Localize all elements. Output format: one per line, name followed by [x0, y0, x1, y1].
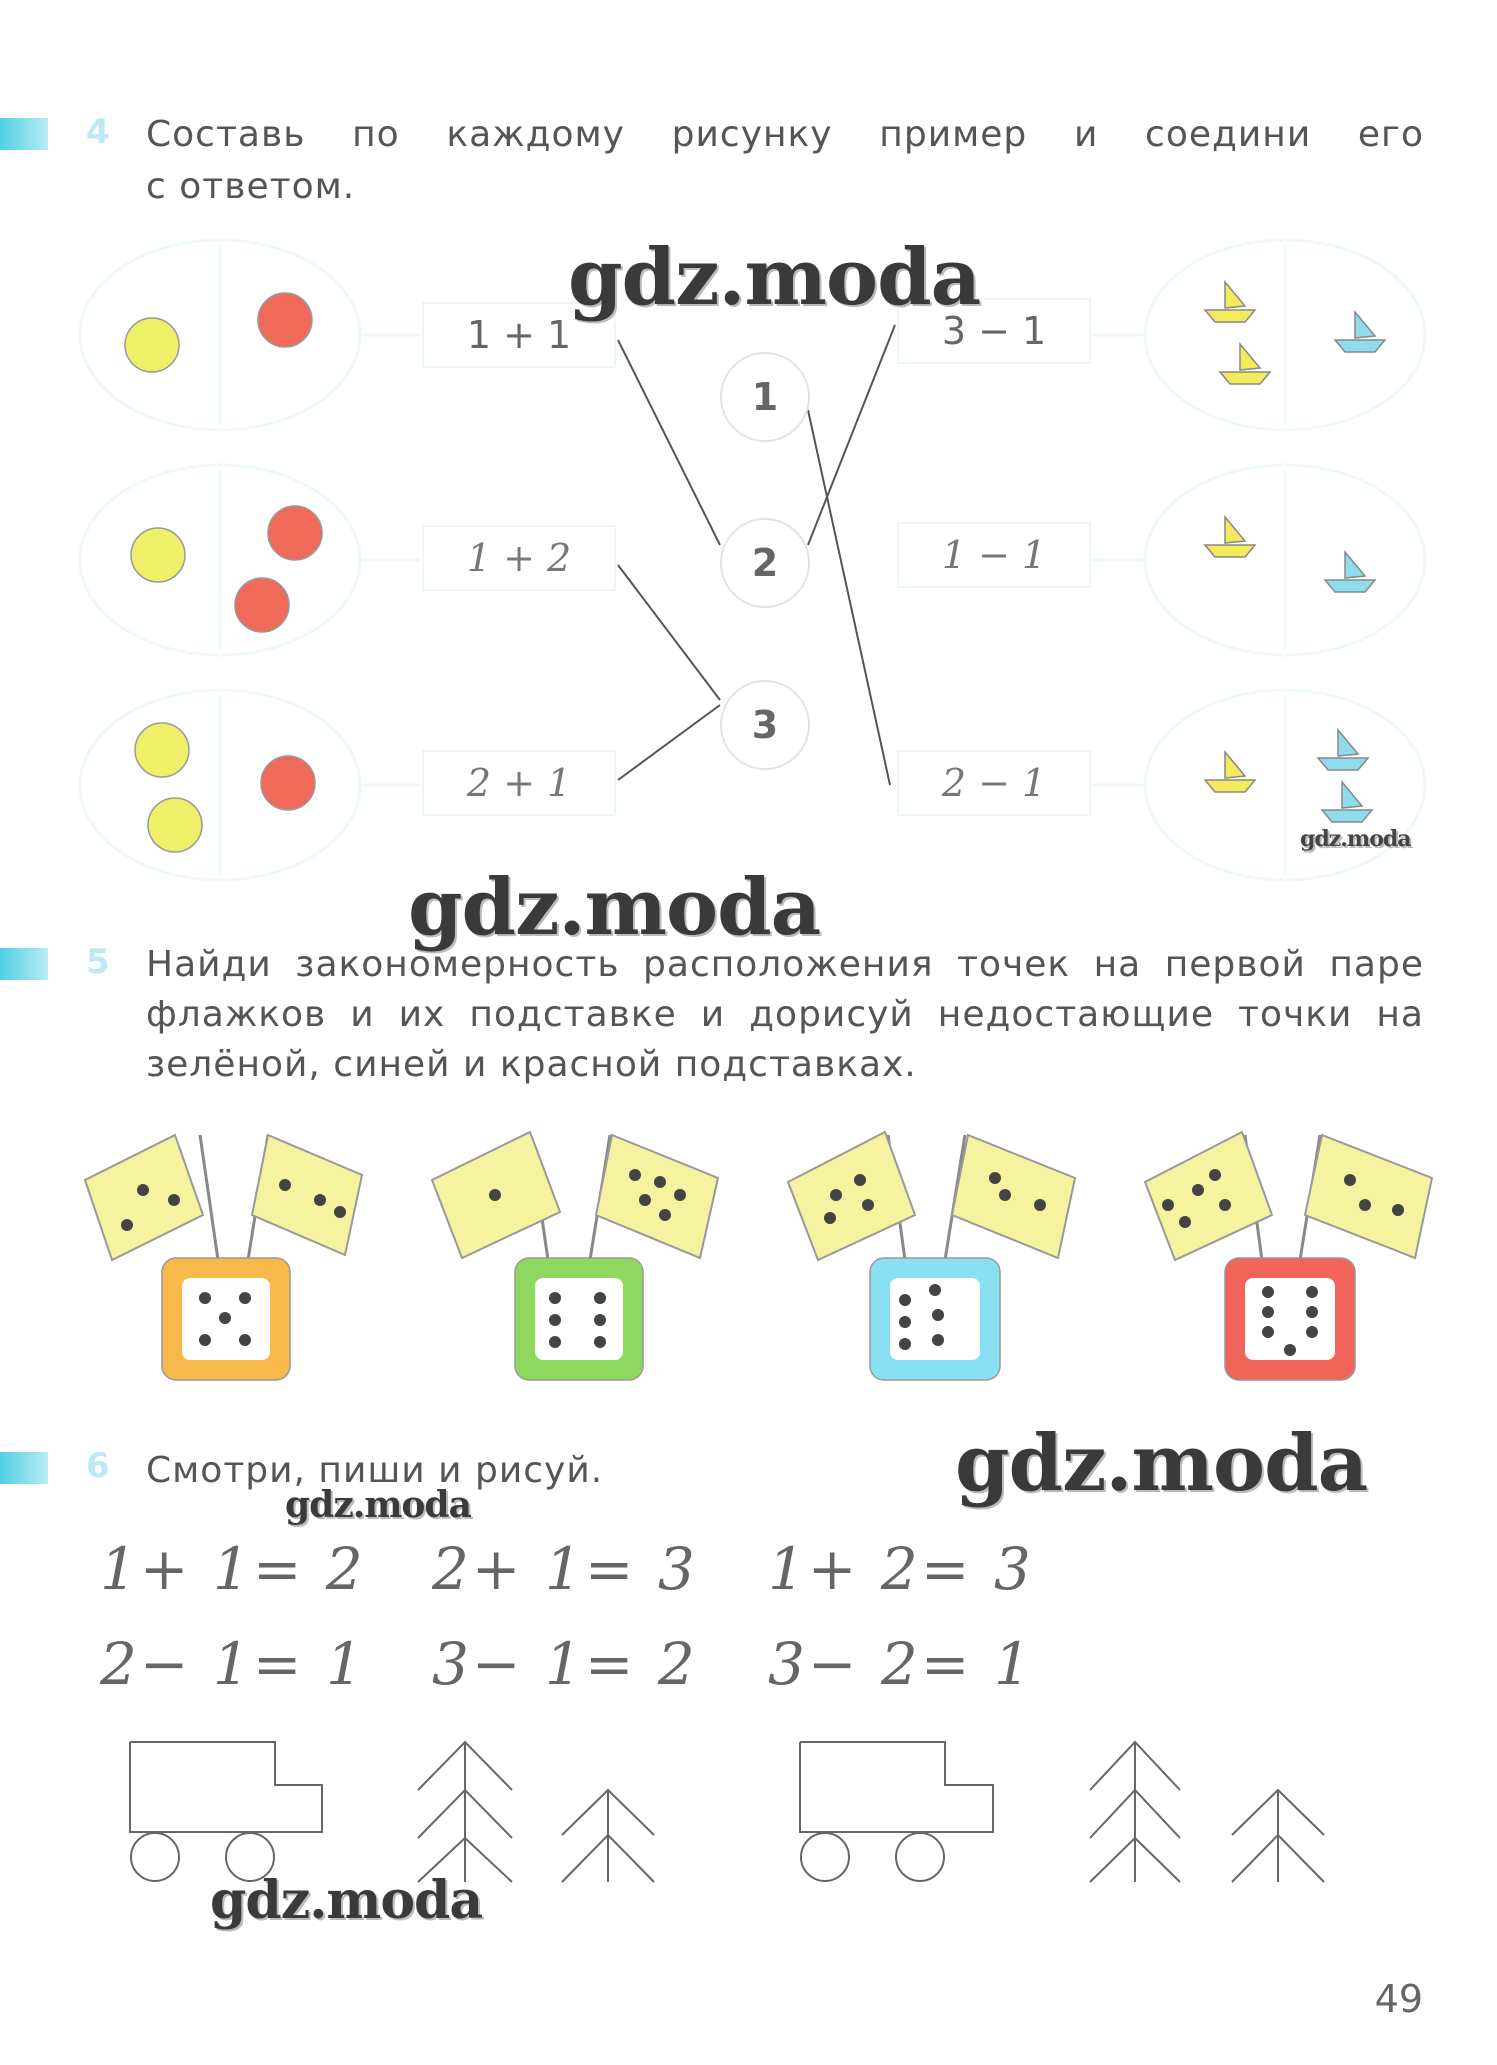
apples-row-2 [131, 506, 322, 632]
flags-figure [0, 1120, 1497, 1400]
boats-row-2 [1205, 517, 1375, 592]
task-4-number: 4 [86, 112, 110, 152]
boats-row-3 [1205, 730, 1372, 822]
equation-1-2: 2+ 1= 3 [432, 1535, 698, 1603]
task-5-number: 5 [86, 942, 110, 982]
apples-row-3 [135, 723, 315, 852]
task-4-marker [0, 118, 48, 150]
answer-circle-2: 2 [720, 518, 810, 608]
equation-1-3: 1+ 2= 3 [768, 1535, 1034, 1603]
task-6-number: 6 [86, 1446, 110, 1486]
equation-2-1: 2− 1= 1 [100, 1630, 366, 1698]
watermark: gdz.moda [568, 232, 981, 323]
expression-box-right-2: 1 − 1 [897, 522, 1091, 588]
truck-drawing [130, 1742, 322, 1881]
task-6-line-1: Смотри, пиши и рисуй. [146, 1450, 604, 1491]
expression-box-right-1: 3 − 1 [897, 298, 1091, 364]
flag-set-red [1145, 1132, 1432, 1380]
task-4-line-1: Составь по каждому рисунку пример и соедини его [146, 114, 1424, 155]
watermark: gdz.moda [210, 1870, 483, 1931]
red-apple [268, 506, 322, 560]
watermark: gdz.moda [408, 862, 821, 953]
answer-circle-1: 1 [720, 352, 810, 442]
page-number: 49 [1374, 1977, 1423, 2021]
green-apple [135, 723, 189, 777]
flag-set-orange [85, 1135, 362, 1380]
flag-right [596, 1135, 718, 1258]
task-5-marker [0, 948, 48, 980]
tree-drawing [1090, 1742, 1180, 1882]
tree-drawing [418, 1742, 512, 1882]
flag-right [952, 1135, 1075, 1258]
flag-set-green [432, 1132, 718, 1380]
red-apple [261, 756, 315, 810]
watermark: gdz.moda [285, 1484, 471, 1526]
answer-circle-3: 3 [720, 680, 810, 770]
red-apple [258, 293, 312, 347]
expression-box-left-2: 1 + 2 [422, 525, 616, 591]
expression-box-left-1: 1 + 1 [422, 302, 616, 368]
task-4-line-2: с ответом. [146, 166, 356, 207]
flag-left [788, 1132, 915, 1260]
task-5-line-1: Найди закономерность расположения точек на первой паре [146, 944, 1424, 985]
watermark: gdz.moda [955, 1418, 1368, 1509]
equation-2-3: 3− 2= 1 [768, 1630, 1034, 1698]
truck-drawing [800, 1742, 993, 1881]
expression-box-left-3: 2 + 1 [422, 750, 616, 816]
task-5-line-2: флажков и их подставке и дорисуй недостающие точки на [146, 994, 1424, 1035]
tree-drawing [562, 1790, 654, 1882]
flag-right [1305, 1135, 1432, 1258]
tree-drawing [1232, 1790, 1324, 1882]
equation-1-1: 1+ 1= 2 [100, 1535, 366, 1603]
green-apple [148, 798, 202, 852]
green-apple [131, 528, 185, 582]
flag-set-blue [788, 1132, 1075, 1380]
flag-left [85, 1135, 203, 1260]
expression-box-right-3: 2 − 1 [897, 750, 1091, 816]
red-apple [235, 578, 289, 632]
flag-right [252, 1135, 362, 1255]
task-5-line-3: зелёной, синей и красной подставках. [146, 1044, 917, 1085]
task-6-marker [0, 1452, 48, 1484]
flag-left [1145, 1132, 1272, 1260]
watermark: gdz.moda [1300, 826, 1411, 852]
equation-2-2: 3− 1= 2 [432, 1630, 698, 1698]
boats-row-1 [1205, 282, 1385, 384]
green-apple [125, 318, 179, 372]
